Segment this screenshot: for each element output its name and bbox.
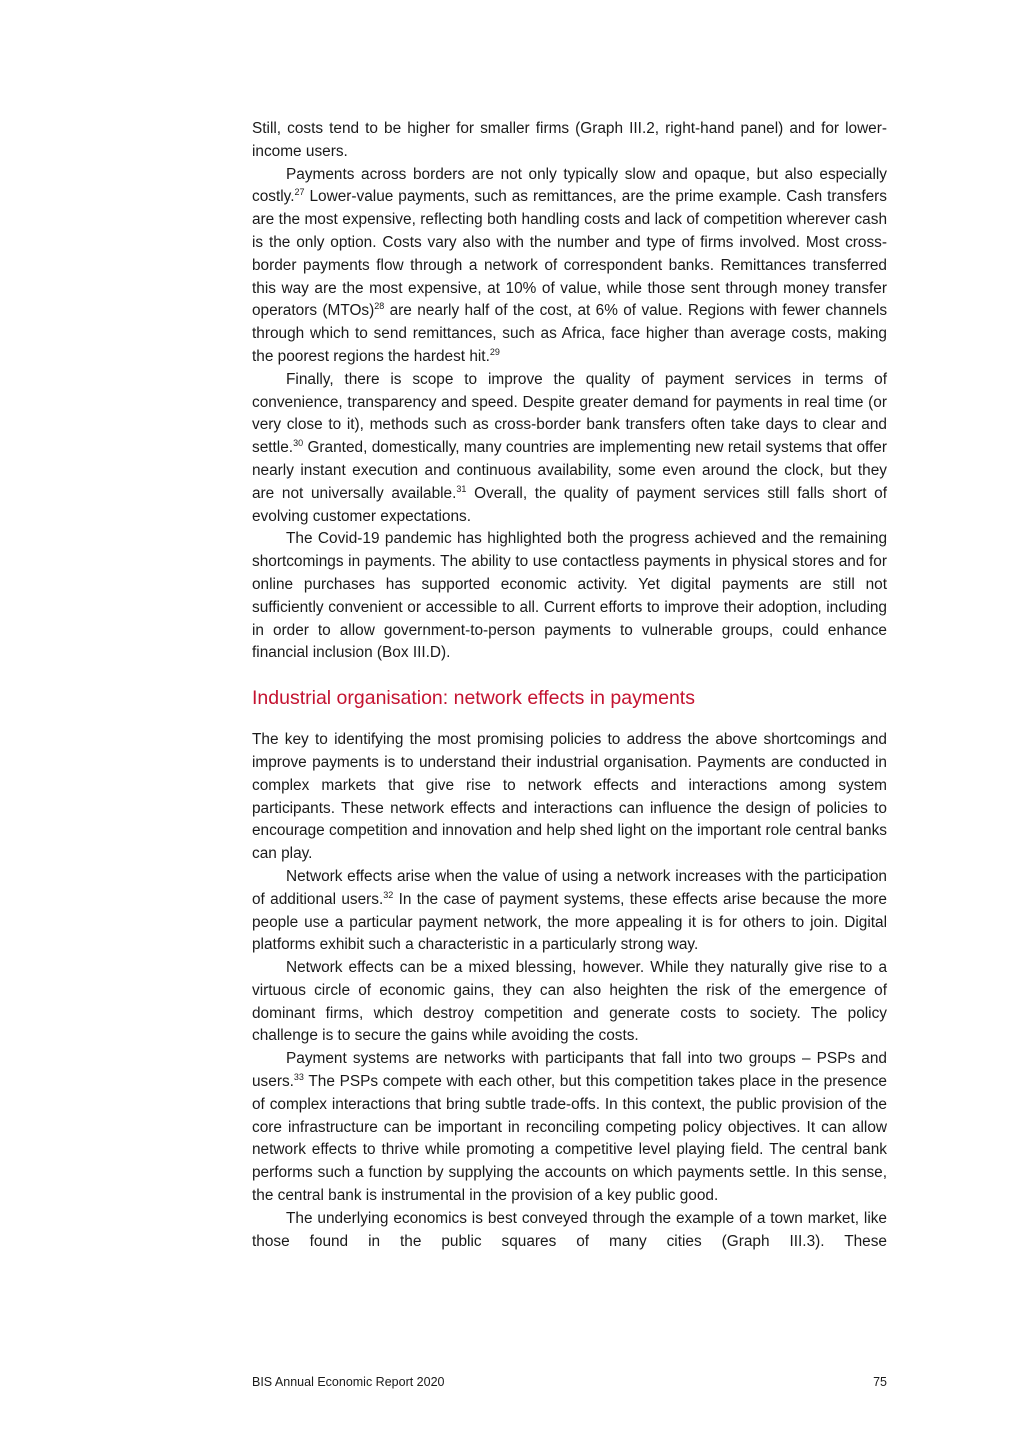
footnote-ref[interactable]: 31 bbox=[456, 483, 467, 494]
paragraph: The Covid-19 pandemic has highlighted both the progress achieved and the remaining shortcomings in payments. The ability to use contactless payments in physical stores and for online purchases has supported economic activity. Yet digital payments are still not sufficiently convenient or accessible to all. Current efforts to improve their adoption, including in order to allow government-to-person payments to vulnerable groups, could enhance financial inclusion (Box III.D). bbox=[252, 530, 887, 662]
footnote-ref[interactable]: 28 bbox=[374, 301, 385, 312]
footnote-ref[interactable]: 27 bbox=[294, 187, 305, 198]
paragraph: Still, costs tend to be higher for smaller firms (Graph III.2, right-hand panel) and for lower-income users. bbox=[252, 120, 887, 160]
paragraph: Payment systems are networks with participants that fall into two groups – PSPs and users.$^{33}$ The PSPs compete with each other, but this competition takes place in the presence of complex interactions that bring subtle trade-offs. In this context, the public provision of the core infrastructure can be important in reconciling competing policy objectives. It can allow network effects to thrive while promoting a competitive level playing field. The central bank performs such a function by supplying the accounts on which payments settle. In this sense, the central bank is instrumental in the provision of a key public good. bbox=[252, 1050, 887, 1205]
paragraph: Network effects can be a mixed blessing, however. While they naturally give rise to a virtuous circle of economic gains, they can also heighten the risk of the emergence of dominant firms, which destroy competition and generate costs to society. The policy challenge is to secure the gains while avoiding the costs. bbox=[252, 959, 887, 1045]
paragraph: The key to identifying the most promising policies to address the above shortcomings and improve payments is to understand their industrial organisation. Payments are conducted in complex markets that give rise to network effects and interactions among system participants. These network effects and interactions can influence the design of policies to encourage competition and innovation and help shed light on the important role central banks can play. bbox=[252, 731, 887, 863]
section-heading: Industrial organisation: network effects in payments bbox=[252, 687, 695, 710]
footnote-ref[interactable]: 29 bbox=[489, 346, 500, 357]
footnote-ref[interactable]: 30 bbox=[293, 438, 304, 449]
footnote-ref[interactable]: 32 bbox=[383, 889, 394, 900]
footnote-ref[interactable]: 33 bbox=[293, 1071, 304, 1082]
paragraph: Payments across borders are not only typically slow and opaque, but also especially costly.$^{27}$ Lower-value payments, such as remittances, are the prime example. Cash transfers are the most expensive, reflecting both handling costs and lack of competition wherever cash is the only option. Costs vary also with the number and type of firms involved. Most cross-border payments flow through a network of correspondent banks. Remittances transferred this way are the most expensive, at 10% of value, while those sent through money transfer operators (MTOs)$^{28}$ are nearly half of the cost, at 6% of value. Regions with fewer channels through which to send remittances, such as Africa, face higher than average costs, making the poorest regions the hardest hit.$^{29}$ bbox=[252, 165, 888, 365]
publication-title: BIS Annual Economic Report 2020 bbox=[252, 1375, 445, 1389]
paragraph: Finally, there is scope to improve the quality of payment services in terms of convenience, transparency and speed. Despite greater demand for payments in real time (or very close to it), methods such as cross-border bank transfers often take days to clear and settle.$^{30}$ Granted, domestically, many countries are implementing new retail systems that offer nearly instant execution and continuous availability, some even around the clock, but they are not universally available.$^{31}$ Overall, the quality of payment services still falls short of evolving customer expectations. bbox=[252, 370, 887, 525]
paragraph: Network effects arise when the value of using a network increases with the participation of additional users.$^{32}$ In the case of payment systems, these effects arise because the more people use a particular payment network, the more appealing it is for others to join. Digital platforms exhibit such a characteristic in a particularly strong way. bbox=[252, 867, 887, 954]
page-body bbox=[252, 118, 887, 1253]
page-number: 75 bbox=[873, 1375, 887, 1389]
paragraph: The underlying economics is best conveyed through the example of a town market, like those found in the public squares of many cities (Graph III.3). These bbox=[252, 1209, 887, 1250]
page-footer bbox=[252, 1375, 887, 1389]
